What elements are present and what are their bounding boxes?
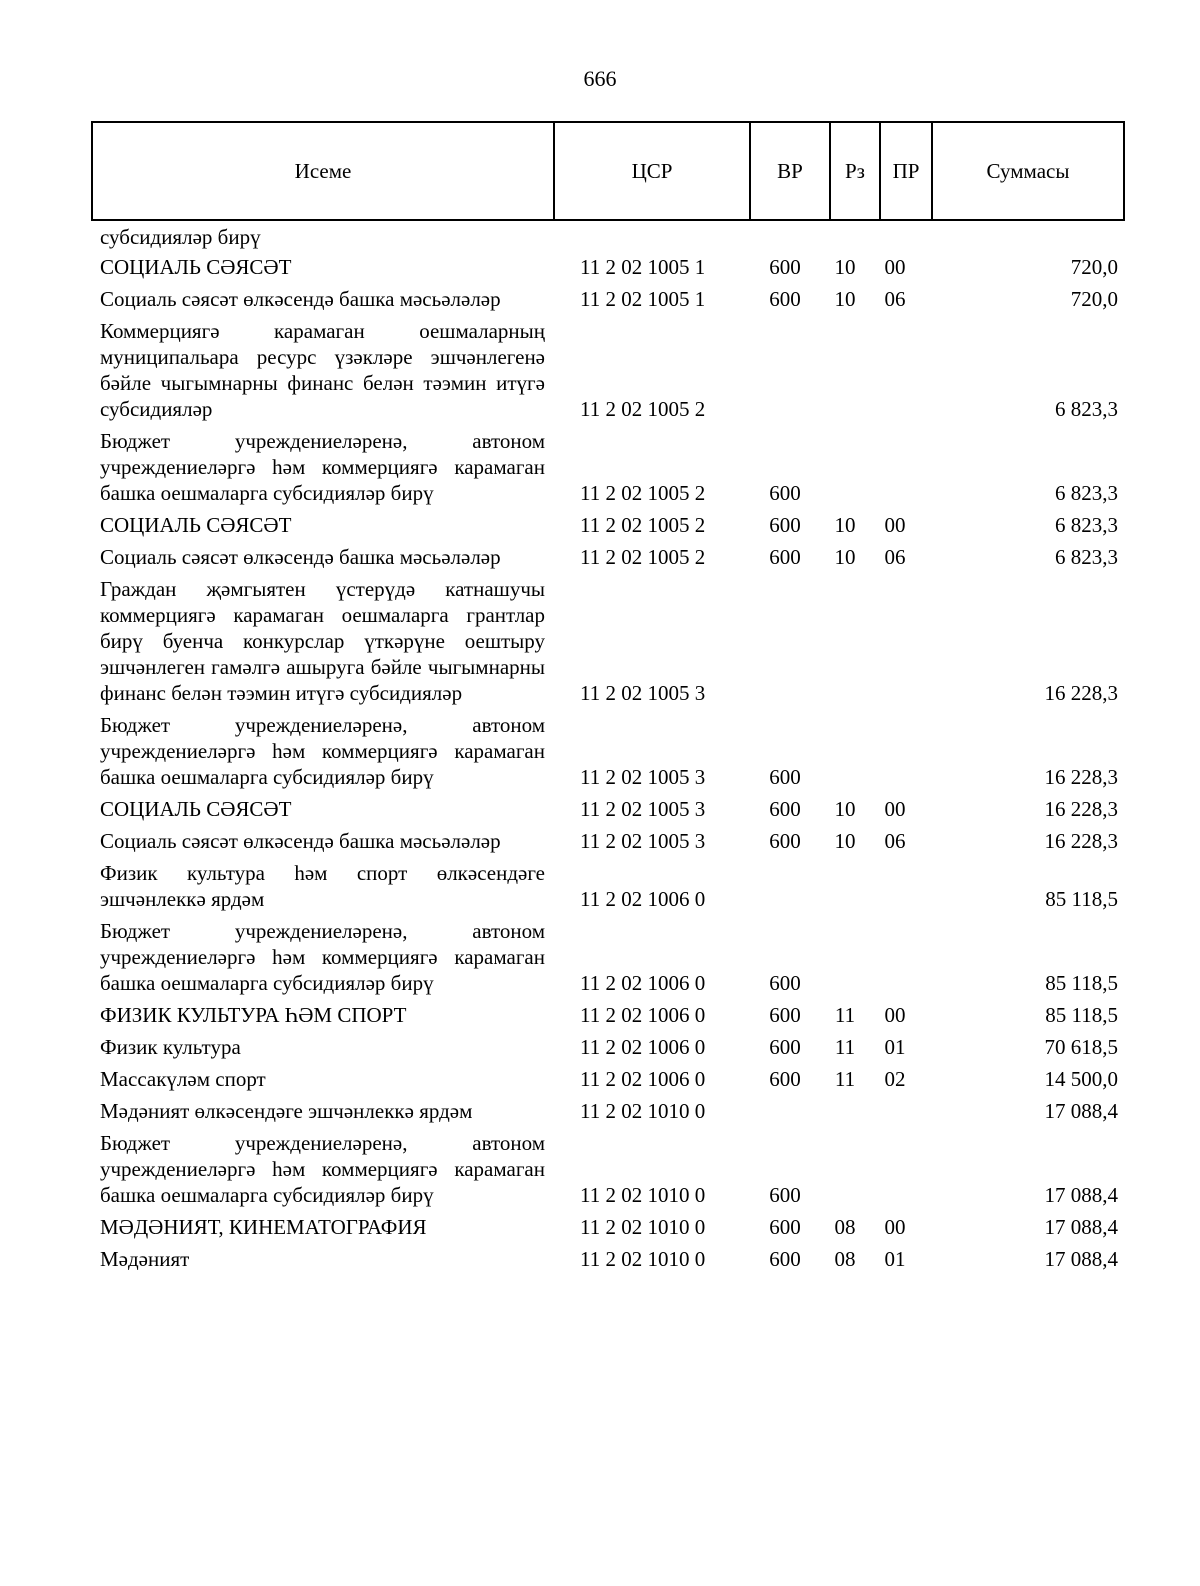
row-name: Граждан җәмгыятен үстерүдә катнашучы коммерциягә карамаган оешмаларга грантлар бирү буенча конкурслар үткәрүне оештыру эшчәнлеген гамәлгә ашыруга бәйле чыгымнарны финанс белән тәэмин итүгә субсидияләр <box>100 577 545 705</box>
row-name: Коммерциягә карамаган оешмаларның муниципальара ресурс үзәкләре эшчәнлегенә бәйле чыгымнарны финанс белән тәэмин итүгә субсидияләр <box>100 319 545 421</box>
table-row <box>100 918 1124 996</box>
row-pr: 06 <box>884 829 906 853</box>
row-sum: 720,0 <box>1070 287 1118 311</box>
row-csr: 11 2 02 1005 2 <box>580 481 706 505</box>
table-row <box>100 544 1124 570</box>
row-csr: 11 2 02 1005 3 <box>580 681 706 705</box>
row-sum: 6 823,3 <box>1055 397 1118 421</box>
row-pr: 00 <box>884 1003 906 1027</box>
row-name: Социаль сәясәт өлкәсендә башка мәсьәләләр <box>100 545 501 569</box>
row-vr: 600 <box>769 1067 801 1091</box>
row-pr: 06 <box>884 287 906 311</box>
table-body <box>100 224 1124 1278</box>
row-vr: 600 <box>769 797 801 821</box>
row-vr: 600 <box>769 1247 801 1271</box>
row-csr: 11 2 02 1005 3 <box>580 797 706 821</box>
row-sum: 85 118,5 <box>1045 971 1118 995</box>
row-vr: 600 <box>769 765 801 789</box>
row-sum: 17 088,4 <box>1044 1099 1118 1123</box>
row-name: Мәдәният өлкәсендәге эшчәнлеккә ярдәм <box>100 1099 473 1123</box>
row-csr: 11 2 02 1010 0 <box>580 1215 706 1239</box>
row-sum: 17 088,4 <box>1044 1247 1118 1271</box>
row-vr: 600 <box>769 971 801 995</box>
row-csr: 11 2 02 1006 0 <box>580 1003 706 1027</box>
table-row <box>100 1002 1124 1028</box>
row-name: СОЦИАЛЬ СӘЯСӘТ <box>100 255 292 279</box>
row-name: Мәдәният <box>100 1247 190 1271</box>
row-vr: 600 <box>769 513 801 537</box>
row-csr: 11 2 02 1010 0 <box>580 1183 706 1207</box>
row-csr: 11 2 02 1006 0 <box>580 971 706 995</box>
row-sum: 16 228,3 <box>1044 681 1118 705</box>
row-rz: 08 <box>834 1247 856 1271</box>
row-name: Социаль сәясәт өлкәсендә башка мәсьәләләр <box>100 287 501 311</box>
table-row <box>100 318 1124 422</box>
row-sum: 6 823,3 <box>1055 513 1118 537</box>
row-rz: 08 <box>834 1215 856 1239</box>
row-sum: 14 500,0 <box>1044 1067 1118 1091</box>
row-name: Бюджет учреждениеләренә, автоном учреждениеләргә һәм коммерциягә карамаган башка оешмаларга субсидияләр бирү <box>100 919 545 995</box>
table-row <box>100 1066 1124 1092</box>
table-row <box>100 1130 1124 1208</box>
row-csr: 11 2 02 1005 3 <box>580 765 706 789</box>
row-rz: 10 <box>834 513 856 537</box>
row-sum: 16 228,3 <box>1044 765 1118 789</box>
page-number: 666 <box>583 66 617 91</box>
row-csr: 11 2 02 1006 0 <box>580 887 706 911</box>
table-row <box>100 712 1124 790</box>
row-csr: 11 2 02 1005 3 <box>580 829 706 853</box>
header-csr: ЦСР <box>555 123 751 219</box>
row-csr: 11 2 02 1006 0 <box>580 1067 706 1091</box>
table-row <box>100 224 1124 250</box>
row-rz: 10 <box>834 829 856 853</box>
row-sum: 17 088,4 <box>1044 1183 1118 1207</box>
row-sum: 85 118,5 <box>1045 1003 1118 1027</box>
row-sum: 85 118,5 <box>1045 887 1118 911</box>
row-csr: 11 2 02 1005 1 <box>580 255 706 279</box>
row-rz: 11 <box>834 1067 856 1091</box>
row-rz: 11 <box>834 1003 856 1027</box>
table-header <box>91 121 1125 221</box>
header-sum: Суммасы <box>986 158 1070 183</box>
header-pr: ПР <box>881 123 933 219</box>
row-name: Бюджет учреждениеләренә, автоном учреждениеләргә һәм коммерциягә карамаган башка оешмаларга субсидияләр бирү <box>100 429 545 505</box>
row-sum: 17 088,4 <box>1044 1215 1118 1239</box>
row-csr: 11 2 02 1005 1 <box>580 287 706 311</box>
table-row <box>100 576 1124 706</box>
row-csr: 11 2 02 1005 2 <box>580 513 706 537</box>
row-pr: 02 <box>884 1067 906 1091</box>
row-csr: 11 2 02 1005 2 <box>580 545 706 569</box>
row-vr: 600 <box>769 1003 801 1027</box>
row-vr: 600 <box>769 1035 801 1059</box>
row-pr: 00 <box>884 513 906 537</box>
row-vr: 600 <box>769 287 801 311</box>
row-pr: 00 <box>884 797 906 821</box>
row-sum: 720,0 <box>1070 255 1118 279</box>
row-name: МӘДӘНИЯТ, КИНЕМАТОГРАФИЯ <box>100 1215 427 1239</box>
header-rz: Рз <box>831 123 881 219</box>
table-row <box>100 1214 1124 1240</box>
header-name: Исеме <box>93 123 555 219</box>
row-pr: 01 <box>884 1035 906 1059</box>
row-vr: 600 <box>769 545 801 569</box>
row-rz: 10 <box>834 287 856 311</box>
row-rz: 10 <box>834 797 856 821</box>
row-csr: 11 2 02 1006 0 <box>580 1035 706 1059</box>
row-name: Физик культура һәм спорт өлкәсендәге эшчәнлеккә ярдәм <box>100 861 545 911</box>
row-name: Бюджет учреждениеләренә, автоном учреждениеләргә һәм коммерциягә карамаган башка оешмаларга субсидияләр бирү <box>100 1131 545 1207</box>
table-row <box>100 1098 1124 1124</box>
table-row <box>100 1246 1124 1272</box>
row-vr: 600 <box>769 1183 801 1207</box>
row-sum: 6 823,3 <box>1055 545 1118 569</box>
table-row <box>100 860 1124 912</box>
row-name: ФИЗИК КУЛЬТУРА ҺӘМ СПОРТ <box>100 1003 407 1027</box>
row-csr: 11 2 02 1010 0 <box>580 1099 706 1123</box>
row-rz: 10 <box>834 255 856 279</box>
row-vr: 600 <box>769 829 801 853</box>
table-row <box>100 796 1124 822</box>
row-rz: 11 <box>834 1035 856 1059</box>
table-row <box>100 512 1124 538</box>
row-vr: 600 <box>769 255 801 279</box>
row-pr: 00 <box>884 1215 906 1239</box>
row-name: субсидияләр бирү <box>100 225 261 249</box>
row-vr: 600 <box>769 1215 801 1239</box>
row-name: Бюджет учреждениеләренә, автоном учреждениеләргә һәм коммерциягә карамаган башка оешмаларга субсидияләр бирү <box>100 713 545 789</box>
header-vr: ВР <box>751 123 831 219</box>
row-csr: 11 2 02 1010 0 <box>580 1247 706 1271</box>
row-name: Массакүләм спорт <box>100 1067 266 1091</box>
table-row <box>100 828 1124 854</box>
row-sum: 70 618,5 <box>1044 1035 1118 1059</box>
row-sum: 16 228,3 <box>1044 829 1118 853</box>
row-sum: 6 823,3 <box>1055 481 1118 505</box>
row-pr: 06 <box>884 545 906 569</box>
table-row <box>100 428 1124 506</box>
row-name: СОЦИАЛЬ СӘЯСӘТ <box>100 513 292 537</box>
table-row <box>100 254 1124 280</box>
row-name: СОЦИАЛЬ СӘЯСӘТ <box>100 797 292 821</box>
table-row <box>100 286 1124 312</box>
row-sum: 16 228,3 <box>1044 797 1118 821</box>
row-pr: 00 <box>884 255 906 279</box>
row-vr: 600 <box>769 481 801 505</box>
row-name: Физик культура <box>100 1035 241 1059</box>
row-csr: 11 2 02 1005 2 <box>580 397 706 421</box>
row-rz: 10 <box>834 545 856 569</box>
table-row <box>100 1034 1124 1060</box>
row-name: Социаль сәясәт өлкәсендә башка мәсьәләләр <box>100 829 501 853</box>
row-pr: 01 <box>884 1247 906 1271</box>
